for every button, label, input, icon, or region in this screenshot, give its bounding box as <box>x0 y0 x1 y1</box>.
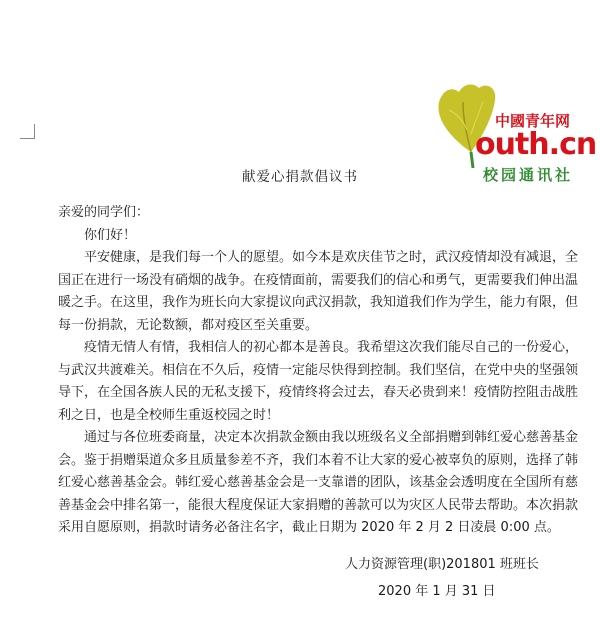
margin-corner-mark <box>20 124 35 139</box>
signature-date: 2020 年 1 月 31 日 <box>378 584 496 599</box>
paragraph-2: 疫情无情人有情，我相信人的初心都本是善良。我希望这次我们能尽自己的一份爱心，与武汉共渡难关。相信在不久后，疫情一定能尽快得到控制。我们坚信，在党中央的坚强领导下，在全国各族人民的无私支援下，疫情终将会过去，春天必贵到来！疫情防控阻击战胜利之日，也是全校师生重返校园之时！ <box>58 340 579 423</box>
paragraph-1: 平安健康，是我们每一个人的愿望。如今本是欢庆佳节之时，武汉疫情却没有减退，全国正在进行一场没有硝烟的战争。在疫情面前，需要我们的信心和勇气，更需要我们伸出温暖之手。在这里，我作为班长向大家提议向武汉捐款，我知道我们作为学生，能力有限，但每一份捐款，无论数额，都对疫区至关重要。 <box>58 250 579 333</box>
letter-body <box>58 202 578 540</box>
logo-subtitle: 校园通讯社 <box>483 166 574 184</box>
paragraph-3: 通过与各位班委商量，决定本次捐款金额由我以班级名义全部捐赠到韩红爱心慈善基金会。鉴于捐赠渠道众多且质量参差不齐，我们本着不让大家的爱心被辜负的原则，选择了韩红爱心慈善基金会。韩红爱心慈善基金会是一支靠谱的团队，该基金会透明度在全国所有慈善基金会中排名第一，能很大程度保证大家捐赠的善款可以为灾区人民带去帮助。本次捐款采用自愿原则，捐款时请务必备注名字，截止日期为 2020 年 2 月 2 日凌晨 0:00 点。 <box>58 430 579 535</box>
logo-cn-prefix: 中國 <box>495 112 526 130</box>
logo-wordmark: outh.cn <box>475 127 597 162</box>
logo-cn-name: 青年网 <box>525 112 571 130</box>
signature: 人力资源管理(职)201801 班班长 <box>345 557 539 572</box>
document-title: 献爱心捐款倡议书 <box>242 169 358 185</box>
salutation: 亲爱的同学们： <box>58 205 150 220</box>
greeting: 你们好！ <box>84 227 137 243</box>
